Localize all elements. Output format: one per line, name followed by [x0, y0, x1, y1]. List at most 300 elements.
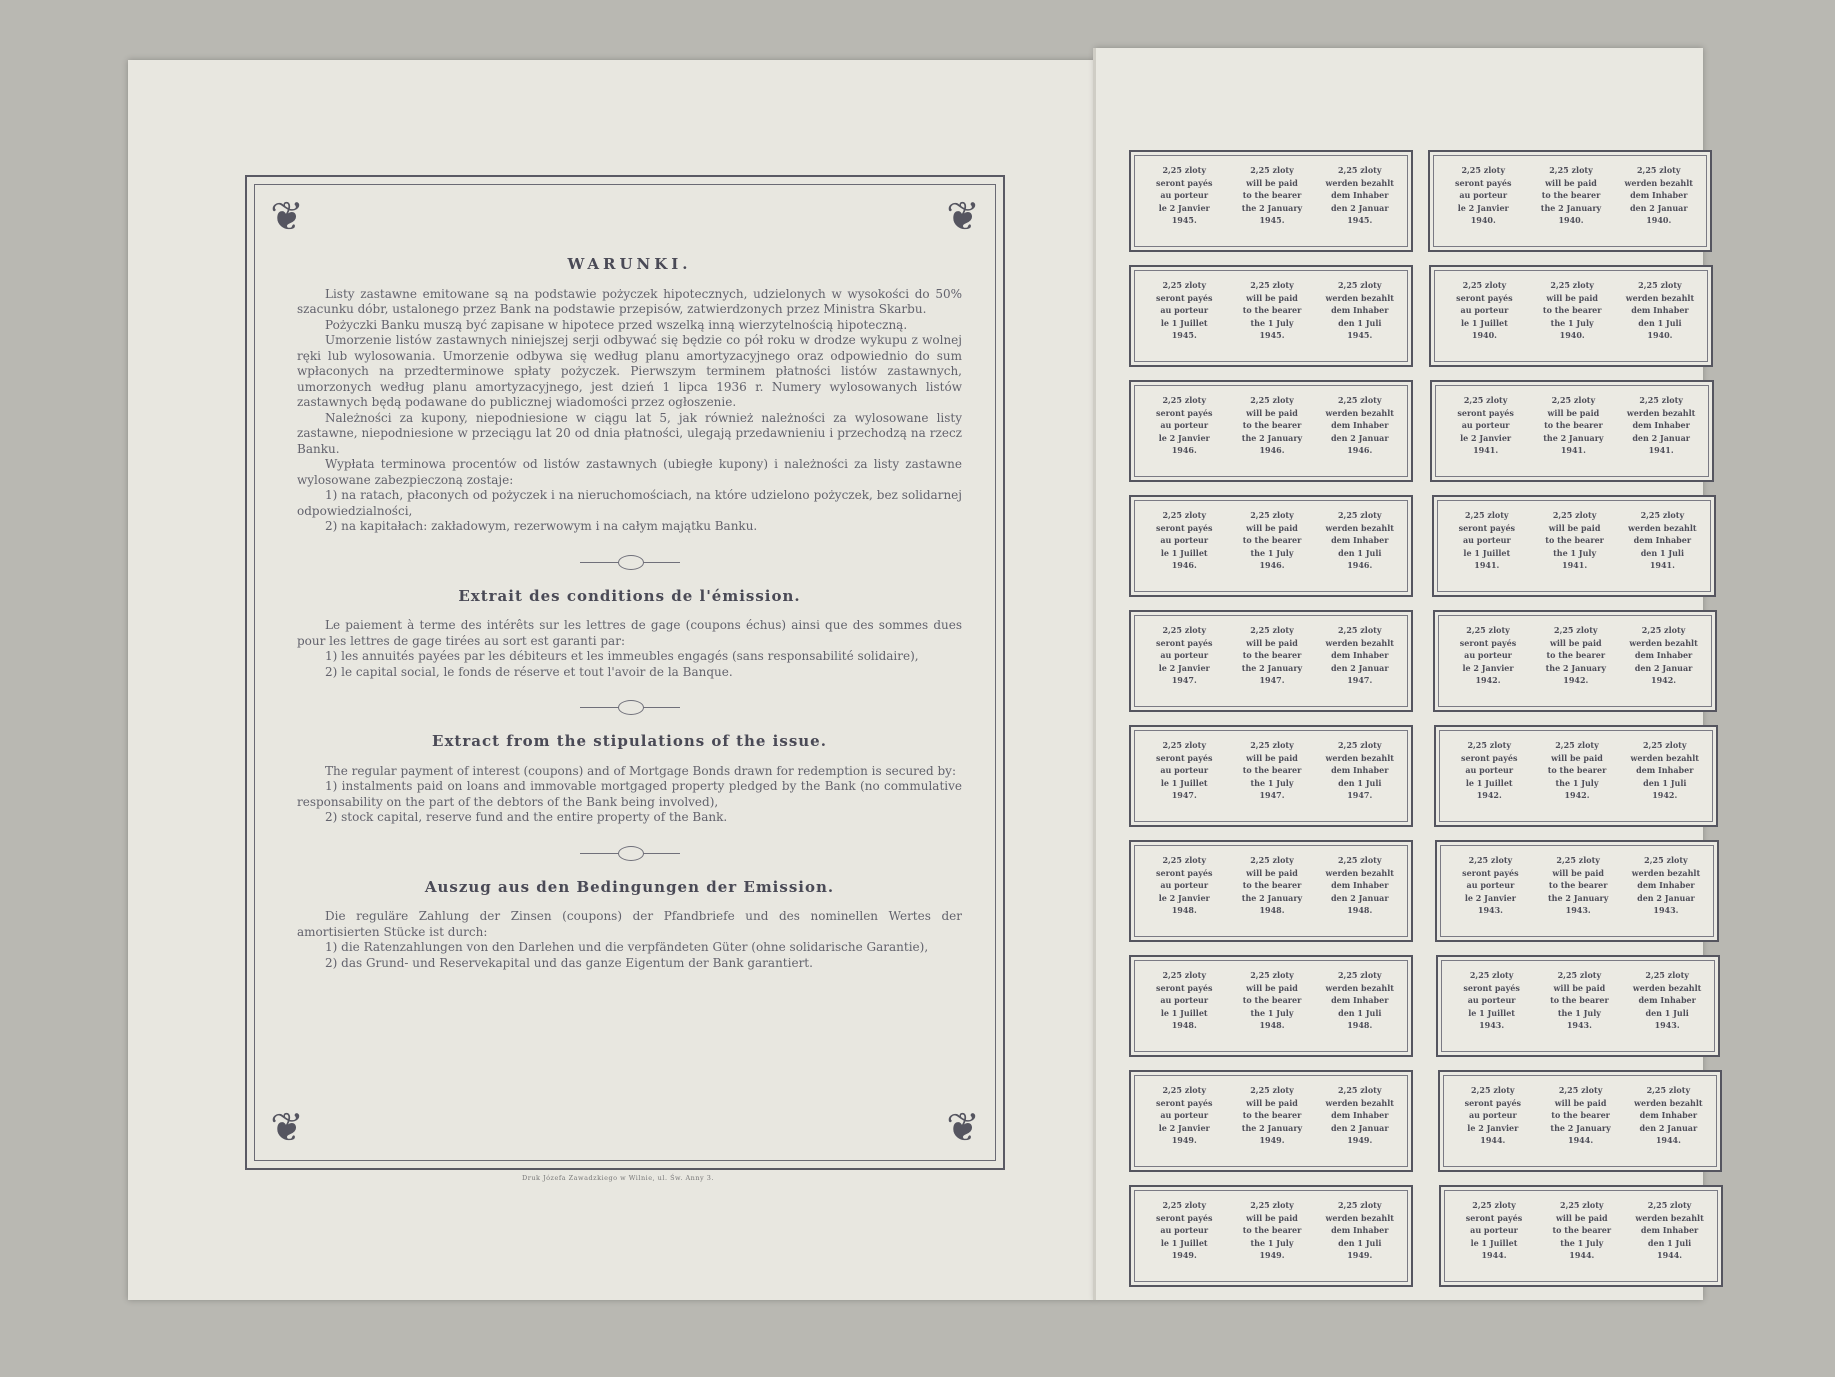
coupon-line: 2,25 zloty	[1162, 970, 1206, 980]
coupon-line: den 2 Januar	[1629, 202, 1688, 213]
coupon-line: the 2 January	[1540, 202, 1602, 213]
coupon-line: 1940.	[1647, 330, 1673, 340]
coupon-line: 1940.	[1559, 330, 1585, 340]
coupon-text-de	[1317, 1199, 1403, 1262]
coupon-line: dem Inhaber	[1331, 305, 1389, 315]
ornament-corner-icon: ❦	[270, 1105, 304, 1151]
coupon-line: to the bearer	[1242, 420, 1302, 430]
coupon-line: 2,25 zloty	[1550, 280, 1594, 290]
coupon-line: dem Inhaber	[1632, 420, 1690, 430]
coupon-text-fr	[1141, 164, 1227, 227]
coupon-line: le 1 Juillet	[1160, 547, 1208, 558]
coupon-line: 1941.	[1560, 445, 1586, 455]
coupon-line: 1941.	[1648, 445, 1674, 455]
conditions-frame	[245, 175, 1005, 1170]
coupon-line: 1941.	[1649, 560, 1675, 570]
coupon	[1436, 955, 1720, 1057]
coupon-line: dem Inhaber	[1638, 995, 1696, 1005]
coupon-line: the 1 July	[1250, 777, 1294, 788]
coupon-line: 1944.	[1655, 1135, 1681, 1145]
coupon-line: werden bezahlt	[1631, 867, 1701, 878]
coupon-line: 2,25 zloty	[1162, 625, 1206, 635]
coupon-line: to the bearer	[1550, 995, 1609, 1005]
coupon	[1129, 265, 1413, 367]
coupon-text-fr	[1446, 739, 1532, 802]
coupon-line: 1948.	[1259, 1020, 1285, 1030]
coupon-line: werden bezahlt	[1325, 1097, 1394, 1108]
coupon-line: 2,25 zloty	[1640, 510, 1685, 520]
coupon-text-de	[1317, 394, 1403, 457]
coupon-line: le 2 Janvier	[1460, 432, 1512, 443]
coupon-line: werden bezahlt	[1634, 1097, 1703, 1108]
coupon-line: to the bearer	[1551, 1110, 1610, 1120]
coupon-line: 1944.	[1657, 1250, 1683, 1260]
coupon-line: 1948.	[1171, 1020, 1197, 1030]
coupon-line: will be paid	[1549, 637, 1602, 648]
coupon-text-en	[1536, 969, 1622, 1032]
coupon-line: 2,25 zloty	[1337, 855, 1382, 865]
coupon-line: seront payés	[1465, 1212, 1523, 1223]
coupon-line: seront payés	[1155, 522, 1213, 533]
coupon-line: le 2 Janvier	[1464, 892, 1516, 903]
coupon-text-de	[1619, 509, 1705, 572]
coupon-line: le 1 Juillet	[1463, 547, 1511, 558]
coupon-line: will be paid	[1246, 522, 1298, 533]
coupon-line: 1943.	[1566, 1020, 1592, 1030]
coupon-line: 2,25 zloty	[1250, 1200, 1294, 1210]
coupon-line: seront payés	[1459, 637, 1517, 648]
polish-paragraph: 2) na kapitałach: zakładowym, rezerwowym i na całym majątku Banku.	[325, 519, 758, 533]
coupon-text-de	[1618, 394, 1704, 457]
coupon-line: 2,25 zloty	[1642, 740, 1687, 750]
coupon-text-en	[1533, 624, 1619, 687]
coupon-text-en	[1229, 1084, 1315, 1147]
coupon-line: dem Inhaber	[1637, 880, 1695, 890]
coupon-line: the 2 January	[1241, 662, 1303, 673]
coupon-line: the 2 January	[1543, 432, 1604, 443]
coupon-text-de	[1624, 969, 1710, 1032]
coupon-line: 2,25 zloty	[1560, 1200, 1604, 1210]
coupon-line: le 1 Juillet	[1160, 1007, 1208, 1018]
coupon-line: den 2 Januar	[1330, 892, 1389, 903]
coupon-line: the 2 January	[1241, 1122, 1303, 1133]
coupon-text-fr	[1451, 1199, 1537, 1262]
coupon-line: 2,25 zloty	[1558, 1085, 1603, 1095]
polish-section	[297, 287, 962, 535]
coupon-line: werden bezahlt	[1624, 177, 1693, 188]
coupon-text-en	[1229, 624, 1315, 687]
french-paragraph: Le paiement à terme des intérêts sur les lettres de gage (coupons échus) ainsi que des sommes dues pour les lettres de gage tirées au sort est garanti par:	[297, 618, 962, 648]
coupon-line: 1944.	[1568, 1135, 1594, 1145]
coupon-line: to the bearer	[1242, 765, 1302, 775]
ornament-divider	[580, 700, 680, 714]
coupon-line: au porteur	[1160, 305, 1209, 315]
coupon-line: the 1 July	[1250, 1007, 1294, 1018]
french-paragraph: 2) le capital social, le fonds de réserve et tout l'avoir de la Banque.	[325, 664, 733, 679]
coupon-line: le 1 Juillet	[1461, 317, 1508, 328]
polish-paragraph: 1) na ratach, płaconych od pożyczek i na nieruchomościach, na które udzielono pożyczek, bez solidarnej odpowiedzialności,	[297, 488, 962, 518]
coupon-line: au porteur	[1465, 765, 1514, 775]
coupon	[1129, 1070, 1413, 1172]
coupon-line: 2,25 zloty	[1337, 625, 1382, 635]
coupon-line: 1943.	[1479, 1020, 1505, 1030]
coupon-line: 2,25 zloty	[1551, 395, 1596, 405]
coupon-line: will be paid	[1547, 407, 1600, 418]
coupon-text-fr	[1440, 164, 1526, 227]
coupon-line: 1944.	[1481, 1250, 1507, 1260]
coupon-text-de	[1317, 164, 1403, 227]
coupon-text-fr	[1141, 509, 1227, 572]
coupon-line: 1949.	[1347, 1135, 1373, 1145]
coupon-line: will be paid	[1246, 867, 1298, 878]
german-paragraph: 1) die Ratenzahlungen von den Darlehen und die verpfändeten Güter (ohne solidarische Garantie),	[325, 940, 929, 954]
coupon-line: to the bearer	[1242, 995, 1302, 1005]
coupon-line: 2,25 zloty	[1461, 165, 1505, 175]
coupon-line: le 2 Janvier	[1158, 662, 1210, 673]
coupon-line: 1941.	[1473, 445, 1499, 455]
coupon-line: den 2 Januar	[1330, 662, 1389, 673]
coupon-line: 2,25 zloty	[1552, 510, 1597, 520]
coupon-line: seront payés	[1458, 522, 1516, 533]
coupon-line: 2,25 zloty	[1555, 740, 1599, 750]
coupon-line: will be paid	[1553, 982, 1606, 993]
coupon-line: 2,25 zloty	[1465, 510, 1509, 520]
coupon-line: seront payés	[1155, 637, 1213, 648]
coupon-line: den 1 Juli	[1338, 1007, 1382, 1018]
coupon-line: 1947.	[1347, 790, 1373, 800]
coupon-line: seront payés	[1155, 752, 1213, 763]
coupon-text-de	[1617, 279, 1703, 342]
coupon-line: the 2 January	[1547, 892, 1609, 903]
coupon-text-en	[1531, 509, 1617, 572]
coupon-line: au porteur	[1462, 535, 1511, 545]
coupon-line: seront payés	[1454, 177, 1512, 188]
coupon-text-fr	[1450, 1084, 1536, 1147]
coupon-line: 2,25 zloty	[1162, 510, 1206, 520]
coupon-line: to the bearer	[1242, 650, 1302, 660]
coupon-line: 1942.	[1564, 790, 1590, 800]
coupon-line: 1940.	[1646, 215, 1672, 225]
coupon-line: au porteur	[1470, 1225, 1518, 1235]
coupon-line: werden bezahlt	[1630, 752, 1699, 763]
coupon-text-en	[1535, 854, 1621, 917]
coupon-line: 2,25 zloty	[1467, 740, 1511, 750]
coupon-line: seront payés	[1155, 1097, 1213, 1108]
coupon-line: le 2 Janvier	[1158, 202, 1210, 213]
coupon-text-fr	[1445, 624, 1531, 687]
coupon-line: le 2 Janvier	[1467, 1122, 1519, 1133]
coupon-line: will be paid	[1551, 752, 1603, 763]
coupon-line: le 2 Janvier	[1462, 662, 1514, 673]
coupon-line: 2,25 zloty	[1647, 1200, 1692, 1210]
coupon-line: den 1 Juli	[1338, 777, 1382, 788]
german-paragraph: 2) das Grund- und Reservekapital und das ganze Eigentum der Bank garantiert.	[325, 955, 813, 970]
coupon-line: to the bearer	[1242, 1225, 1302, 1235]
coupon-line: will be paid	[1548, 522, 1601, 533]
coupon-line: 1941.	[1474, 560, 1500, 570]
coupon-line: 1940.	[1558, 215, 1584, 225]
coupon-line: au porteur	[1160, 190, 1209, 200]
coupon-line: den 2 Januar	[1634, 662, 1693, 673]
coupon-line: will be paid	[1554, 1097, 1607, 1108]
coupon-line: 1942.	[1475, 675, 1501, 685]
coupon-line: werden bezahlt	[1628, 522, 1697, 533]
coupon	[1429, 265, 1713, 367]
coupon-line: le 2 Janvier	[1158, 892, 1210, 903]
coupon-line: seront payés	[1456, 292, 1513, 303]
coupon-line: seront payés	[1155, 982, 1213, 993]
coupon-line: the 2 January	[1241, 202, 1303, 213]
sheet-fold	[1093, 48, 1096, 1300]
coupon-line: 2,25 zloty	[1646, 1085, 1691, 1095]
coupon-line: will be paid	[1246, 292, 1298, 303]
coupon-line: dem Inhaber	[1631, 305, 1689, 315]
coupon-line: den 2 Januar	[1632, 432, 1690, 443]
coupon	[1129, 610, 1413, 712]
coupon-line: dem Inhaber	[1630, 190, 1688, 200]
coupon-line: le 1 Juillet	[1470, 1237, 1518, 1248]
coupon-line: 2,25 zloty	[1250, 855, 1294, 865]
coupon-line: au porteur	[1160, 765, 1209, 775]
coupon-line: le 1 Juillet	[1160, 1237, 1208, 1248]
coupon-line: seront payés	[1457, 407, 1514, 418]
ornament-corner-icon: ❦	[946, 1105, 980, 1151]
coupon-line: den 2 Januar	[1639, 1122, 1698, 1133]
coupon-line: 2,25 zloty	[1250, 625, 1294, 635]
coupon-line: to the bearer	[1242, 880, 1302, 890]
coupon-line: den 1 Juli	[1647, 1237, 1692, 1248]
coupon-text-en	[1229, 854, 1315, 917]
english-paragraph: 1) instalments paid on loans and immovable mortgaged property pledged by the Bank (no commulative responsability on the part of the debtors of the Bank being involved),	[297, 779, 962, 809]
coupon-line: 1943.	[1654, 1020, 1680, 1030]
coupon-line: 1947.	[1259, 790, 1285, 800]
coupon-line: 1947.	[1347, 675, 1373, 685]
coupon-line: 2,25 zloty	[1162, 1200, 1206, 1210]
coupon-line: werden bezahlt	[1325, 292, 1394, 303]
coupon-line: 2,25 zloty	[1337, 395, 1382, 405]
coupon-line: au porteur	[1466, 880, 1515, 890]
coupon-line: 2,25 zloty	[1641, 625, 1686, 635]
coupon-line: den 1 Juli	[1338, 547, 1382, 558]
ornament-divider	[580, 846, 680, 860]
coupon-line: 1948.	[1347, 1020, 1373, 1030]
coupon-line: 1943.	[1653, 905, 1679, 915]
coupon-line: the 1 July	[1550, 317, 1594, 328]
ornament-corner-icon: ❦	[946, 194, 980, 240]
polish-paragraph: Należności za kupony, niepodniesione w ciągu lat 5, jak również należności za wylosowane listy zastawne, niepodniesione w przeciągu lat 20 od dnia płatności, ulegają przedawnieniu i przechodzą na rzecz Banku.	[297, 410, 962, 456]
coupon-line: werden bezahlt	[1629, 637, 1698, 648]
coupon-line: 1942.	[1652, 790, 1678, 800]
coupon-line: 1949.	[1347, 1250, 1373, 1260]
coupon-line: dem Inhaber	[1331, 995, 1389, 1005]
coupon-line: 2,25 zloty	[1162, 740, 1206, 750]
coupon-line: to the bearer	[1544, 420, 1603, 430]
coupon-line: 2,25 zloty	[1250, 740, 1294, 750]
coupon-line: 1940.	[1471, 330, 1497, 340]
coupon-line: 2,25 zloty	[1556, 855, 1600, 865]
coupon-line: 1942.	[1563, 675, 1589, 685]
coupon-line: au porteur	[1160, 535, 1209, 545]
coupon-text-de	[1622, 739, 1708, 802]
coupon-text-en	[1229, 279, 1315, 342]
coupon-text-en	[1537, 1084, 1623, 1147]
coupon-text-en	[1229, 164, 1315, 227]
coupon	[1434, 725, 1718, 827]
coupon-text-en	[1229, 739, 1315, 802]
coupon-line: werden bezahlt	[1626, 407, 1696, 418]
coupon-text-de	[1317, 739, 1403, 802]
coupon-line: to the bearer	[1548, 880, 1608, 890]
coupon-line: will be paid	[1246, 982, 1298, 993]
coupon-line: 1947.	[1171, 790, 1197, 800]
coupon-line: will be paid	[1246, 1212, 1298, 1223]
coupon-line: den 1 Juli	[1338, 1237, 1382, 1248]
coupon-line: au porteur	[1461, 420, 1510, 430]
coupon-line: to the bearer	[1547, 765, 1607, 775]
coupon-line: 2,25 zloty	[1463, 395, 1508, 405]
coupon-text-fr	[1141, 394, 1227, 457]
coupon-line: 2,25 zloty	[1162, 395, 1206, 405]
coupon-line: seront payés	[1463, 982, 1520, 993]
coupon-line: 2,25 zloty	[1162, 855, 1206, 865]
coupon-text-fr	[1448, 969, 1534, 1032]
coupon-line: dem Inhaber	[1331, 1225, 1389, 1235]
coupon-line: le 1 Juillet	[1160, 317, 1208, 328]
french-paragraph: 1) les annuités payées par les débiteurs et les immeubles engagés (sans responsabilité solidaire),	[325, 649, 919, 663]
coupon-line: will be paid	[1555, 1212, 1608, 1223]
coupon-line: 1946.	[1347, 445, 1373, 455]
coupon-line: 2,25 zloty	[1250, 165, 1294, 175]
english-paragraph: The regular payment of interest (coupons) and of Mortgage Bonds drawn for redemption is secured by:	[325, 763, 957, 778]
coupon-line: le 1 Juillet	[1465, 777, 1513, 788]
coupon-line: 2,25 zloty	[1337, 1085, 1382, 1095]
coupon-line: seront payés	[1155, 177, 1213, 188]
coupon-line: 2,25 zloty	[1337, 510, 1382, 520]
coupon-line: au porteur	[1464, 650, 1512, 660]
coupon-line: le 1 Juillet	[1468, 1007, 1515, 1018]
coupon-line: the 1 July	[1555, 777, 1599, 788]
german-section	[297, 909, 962, 971]
coupon-text-en	[1229, 509, 1315, 572]
coupon-line: au porteur	[1160, 420, 1209, 430]
coupon-line: will be paid	[1246, 177, 1298, 188]
coupon-line: seront payés	[1155, 1212, 1213, 1223]
coupon-line: dem Inhaber	[1636, 765, 1694, 775]
coupon-line: 1949.	[1259, 1135, 1285, 1145]
coupon-line: will be paid	[1246, 407, 1298, 418]
coupon-line: au porteur	[1468, 1110, 1517, 1120]
coupon-line: werden bezahlt	[1325, 867, 1394, 878]
coupon-line: 2,25 zloty	[1549, 165, 1593, 175]
coupon-line: le 2 Janvier	[1158, 432, 1210, 443]
coupon-line: seront payés	[1464, 1097, 1522, 1108]
coupon-line: to the bearer	[1552, 1225, 1612, 1235]
coupon-line: 1948.	[1347, 905, 1373, 915]
coupon-line: 2,25 zloty	[1250, 395, 1294, 405]
coupon-line: 2,25 zloty	[1639, 395, 1683, 405]
coupon-line: will be paid	[1552, 867, 1605, 878]
coupon-line: werden bezahlt	[1325, 177, 1394, 188]
coupon-line: 2,25 zloty	[1468, 855, 1513, 865]
coupon	[1129, 725, 1413, 827]
coupon-line: dem Inhaber	[1331, 765, 1389, 775]
coupon-text-de	[1623, 854, 1709, 917]
coupon-line: 1949.	[1171, 1250, 1197, 1260]
coupon-line: le 2 Janvier	[1158, 1122, 1210, 1133]
coupon-line: the 2 January	[1241, 892, 1303, 903]
coupon-line: werden bezahlt	[1632, 982, 1702, 993]
coupon-line: the 1 July	[1553, 547, 1597, 558]
coupon-line: the 1 July	[1250, 1237, 1294, 1248]
coupon-line: 2,25 zloty	[1636, 165, 1681, 175]
heading-polish: WARUNKI.	[567, 255, 692, 273]
coupon	[1432, 495, 1716, 597]
coupon-text-en	[1529, 279, 1615, 342]
coupon-line: le 2 Janvier	[1457, 202, 1509, 213]
coupon-line: 2,25 zloty	[1466, 625, 1510, 635]
coupon-text-de	[1317, 969, 1403, 1032]
coupon	[1129, 955, 1413, 1057]
coupon-line: to the bearer	[1242, 535, 1302, 545]
coupon-text-en	[1229, 394, 1315, 457]
coupon-line: to the bearer	[1541, 190, 1601, 200]
coupon-line: den 2 Januar	[1637, 892, 1695, 903]
coupon-line: the 2 January	[1550, 1122, 1611, 1133]
coupon-line: au porteur	[1160, 1110, 1209, 1120]
coupon-line: werden bezahlt	[1325, 1212, 1394, 1223]
coupon-line: 1945.	[1171, 330, 1197, 340]
coupon-line: the 2 January	[1241, 432, 1303, 443]
coupon-line: to the bearer	[1242, 1110, 1302, 1120]
german-paragraph: Die reguläre Zahlung der Zinsen (coupons) der Pfandbriefe und des nominellen Wertes der amortisierten Stücke ist durch:	[297, 909, 962, 939]
coupon-line: werden bezahlt	[1635, 1212, 1704, 1223]
coupon-line: 2,25 zloty	[1337, 970, 1382, 980]
coupon-text-en	[1534, 739, 1620, 802]
coupon-line: 2,25 zloty	[1472, 1200, 1516, 1210]
coupon-text-fr	[1447, 854, 1533, 917]
polish-paragraph: Wypłata terminowa procentów od listów zastawnych (ubiegłe kupony) i należności za listy zastawne wylosowane zabezpieczoną zostaje:	[297, 457, 962, 487]
coupon-text-fr	[1141, 739, 1227, 802]
coupon-text-en	[1528, 164, 1614, 227]
coupon	[1435, 840, 1719, 942]
coupon-line: to the bearer	[1242, 305, 1302, 315]
coupon-line: 1948.	[1259, 905, 1285, 915]
coupon-line: will be paid	[1246, 752, 1298, 763]
polish-paragraph: Listy zastawne emitowane są na podstawie pożyczek hipotecznych, udzielonych w wysokości do 50% szacunku dóbr, ustalonego przez Bank na podstawie przepisów, zatwierdzonych przez Ministra Skarbu.	[297, 286, 962, 316]
coupon-line: den 1 Juli	[1643, 777, 1687, 788]
coupon-line: 2,25 zloty	[1557, 970, 1602, 980]
coupon-text-en	[1539, 1199, 1625, 1262]
coupon	[1129, 1185, 1413, 1287]
coupon-text-en	[1229, 969, 1315, 1032]
coupon	[1433, 610, 1717, 712]
coupon-line: den 1 Juli	[1338, 317, 1382, 328]
coupon-line: 1944.	[1480, 1135, 1506, 1145]
coupon-text-fr	[1141, 624, 1227, 687]
coupon-line: dem Inhaber	[1331, 650, 1389, 660]
coupon-text-de	[1317, 854, 1403, 917]
coupon-line: 2,25 zloty	[1337, 280, 1382, 290]
coupon-line: werden bezahlt	[1325, 522, 1394, 533]
coupon-text-de	[1626, 1199, 1712, 1262]
coupon-line: 1946.	[1171, 560, 1197, 570]
coupon-line: 2,25 zloty	[1469, 970, 1514, 980]
coupon-line: 1942.	[1476, 790, 1502, 800]
coupon-line: 2,25 zloty	[1638, 280, 1682, 290]
coupon-line: den 1 Juli	[1638, 317, 1682, 328]
coupon-text-fr	[1141, 279, 1227, 342]
coupon-line: seront payés	[1155, 407, 1213, 418]
